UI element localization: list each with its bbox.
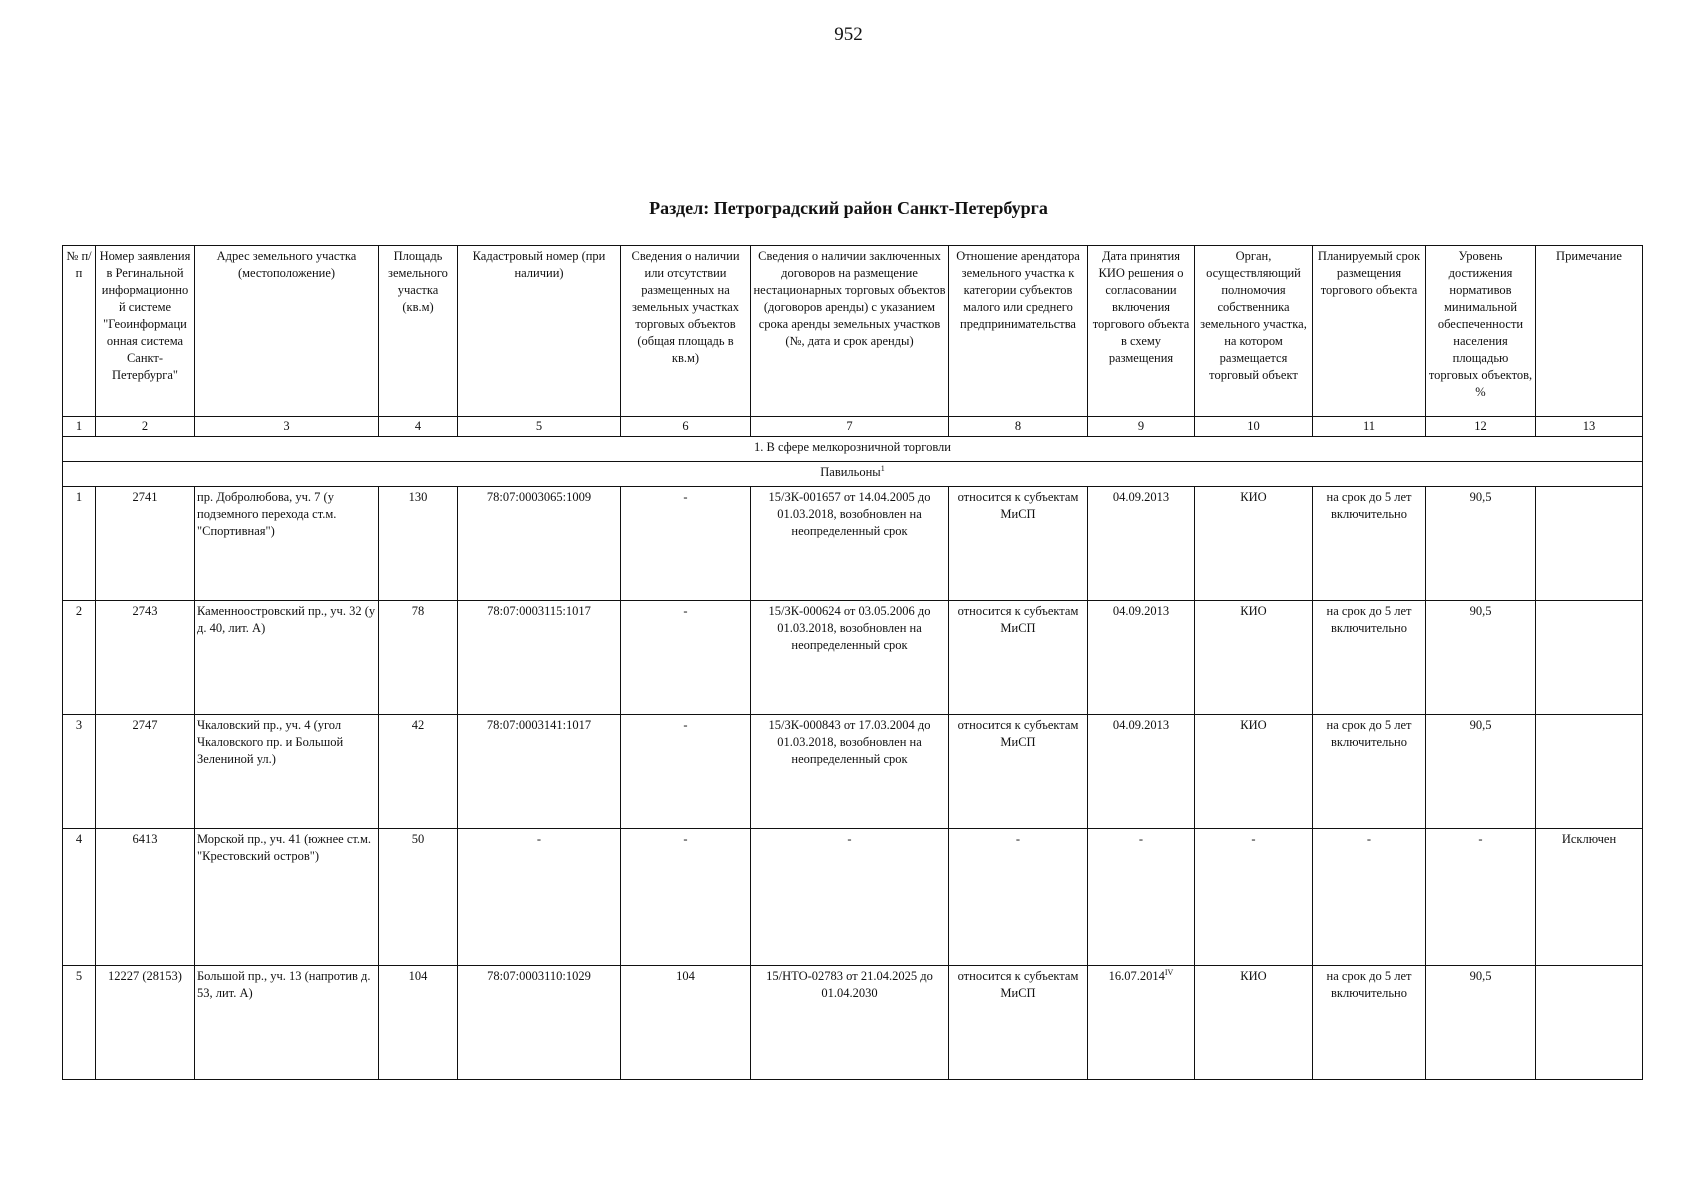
owner-organ-cell [1195, 715, 1313, 829]
contract-info-cell [751, 715, 949, 829]
area: 104 [408, 969, 428, 983]
note-cell [1536, 829, 1643, 966]
existing-objects: 104 [676, 969, 695, 983]
subgroup-title: Павильоны [820, 465, 881, 479]
owner-organ: КИО [1240, 490, 1267, 504]
header-row [63, 246, 1643, 417]
cadastral-number: 78:07:0003115:1017 [487, 604, 591, 618]
provision-level: 90,5 [1469, 718, 1492, 732]
contract-info: 15/ЗК-001657 от 14.04.2005 до 01.03.2018, возобновлен на неопределенный срок [768, 490, 931, 538]
approval-date: 16.07.2014 [1108, 969, 1165, 983]
address-cell [195, 601, 379, 715]
placement-term: на срок до 5 лет включительно [1326, 490, 1412, 521]
column-number: 5 [458, 417, 621, 437]
contract-info-cell [751, 601, 949, 715]
row-number: 3 [75, 718, 83, 732]
existing-objects: - [683, 718, 688, 732]
column-header: Кадастровый номер (при наличии) [458, 246, 621, 417]
column-header: Площадь земельного участка (кв.м) [379, 246, 458, 417]
column-header: Отношение арендатора земельного участка к категории субъектов малого или среднего предпринимательства [949, 246, 1088, 417]
provision-level-cell [1426, 966, 1536, 1080]
cadastral-number-cell [458, 829, 621, 966]
note-cell [1536, 601, 1643, 715]
registry-table [62, 245, 1643, 1080]
area: 130 [408, 490, 428, 504]
owner-organ-cell [1195, 487, 1313, 601]
address: пр. Добролюбова, уч. 7 (у подземного перехода ст.м. "Спортивная") [197, 490, 337, 538]
owner-organ-cell [1195, 601, 1313, 715]
column-header: Орган, осуществляющий полномочия собственника земельного участка, на котором размещается торговый объект [1195, 246, 1313, 417]
page-number: 952 [834, 24, 863, 45]
application-number: 6413 [132, 832, 158, 846]
column-header: Адрес земельного участка (местоположение) [195, 246, 379, 417]
cadastral-number: 78:07:0003065:1009 [486, 490, 592, 504]
column-number: 12 [1426, 417, 1536, 437]
existing-objects-cell [621, 487, 751, 601]
column-number: 4 [379, 417, 458, 437]
existing-objects: - [683, 604, 688, 618]
address: Чкаловский пр., уч. 4 (угол Чкаловского пр. и Большой Зелениной ул.) [197, 718, 344, 766]
provision-level-cell [1426, 487, 1536, 601]
application-number: 2747 [132, 718, 158, 732]
table-row [63, 715, 1643, 829]
approval-date-cell [1088, 487, 1195, 601]
column-number: 11 [1313, 417, 1426, 437]
row-number-cell [63, 487, 96, 601]
cadastral-number: - [536, 832, 542, 846]
approval-date-cell [1088, 715, 1195, 829]
application-number-cell [96, 829, 195, 966]
placement-term-cell [1313, 715, 1426, 829]
column-number: 3 [195, 417, 379, 437]
provision-level: 90,5 [1469, 969, 1492, 983]
column-number: 1 [63, 417, 96, 437]
cadastral-number-cell [458, 487, 621, 601]
group-title: 1. В сфере мелкорозничной торговли [63, 437, 1643, 462]
provision-level-cell [1426, 829, 1536, 966]
column-number: 7 [751, 417, 949, 437]
placement-term-cell [1313, 966, 1426, 1080]
column-number: 10 [1195, 417, 1313, 437]
cadastral-number: 78:07:0003110:1029 [487, 969, 591, 983]
cadastral-number-cell [458, 966, 621, 1080]
cadastral-number: 78:07:0003141:1017 [486, 718, 592, 732]
address-cell [195, 715, 379, 829]
smb-relation-cell [949, 829, 1088, 966]
smb-relation: относится к субъектам МиСП [957, 969, 1079, 1000]
application-number-cell [96, 715, 195, 829]
address: Большой пр., уч. 13 (напротив д. 53, лит. А) [197, 969, 371, 1000]
row-number: 2 [75, 604, 83, 618]
existing-objects: - [683, 490, 688, 504]
placement-term-cell [1313, 829, 1426, 966]
column-header: Сведения о наличии или отсутствии размещенных на земельных участках торговых объектов (общая площадь в кв.м) [621, 246, 751, 417]
provision-level: - [1478, 832, 1483, 846]
contract-info: 15/ЗК-000624 от 03.05.2006 до 01.03.2018, возобновлен на неопределенный срок [768, 604, 931, 652]
subgroup-row [63, 462, 1643, 487]
cadastral-number-cell [458, 601, 621, 715]
contract-info-cell [751, 829, 949, 966]
area-cell [379, 966, 458, 1080]
contract-info: 15/НТО-02783 от 21.04.2025 до 01.04.2030 [766, 969, 933, 1000]
owner-organ: - [1251, 832, 1256, 846]
column-number: 9 [1088, 417, 1195, 437]
approval-date: 04.09.2013 [1112, 490, 1170, 504]
area: 78 [411, 604, 425, 618]
smb-relation-cell [949, 487, 1088, 601]
column-number: 2 [96, 417, 195, 437]
table-row [63, 829, 1643, 966]
smb-relation: относится к субъектам МиСП [957, 490, 1079, 521]
column-number: 13 [1536, 417, 1643, 437]
provision-level-cell [1426, 715, 1536, 829]
area: 50 [411, 832, 425, 846]
application-number: 2741 [132, 490, 158, 504]
row-number-cell [63, 601, 96, 715]
row-number-cell [63, 829, 96, 966]
row-number: 5 [75, 969, 83, 983]
column-number: 8 [949, 417, 1088, 437]
address: Каменноостровский пр., уч. 32 (у д. 40, лит. А) [197, 604, 376, 635]
column-header: Планируемый срок размещения торгового объекта [1313, 246, 1426, 417]
column-header: Примечание [1536, 246, 1643, 417]
application-number: 12227 (28153) [108, 969, 182, 983]
column-header: Дата принятия КИО решения о согласовании включения торгового объекта в схему размещения [1088, 246, 1195, 417]
provision-level: 90,5 [1469, 490, 1492, 504]
application-number-cell [96, 601, 195, 715]
approval-date: 04.09.2013 [1112, 718, 1170, 732]
table-row [63, 601, 1643, 715]
owner-organ: КИО [1240, 718, 1267, 732]
area-cell [379, 829, 458, 966]
row-number: 1 [75, 490, 83, 504]
smb-relation: относится к субъектам МиСП [957, 604, 1079, 635]
approval-date-cell [1088, 966, 1195, 1080]
placement-term-cell [1313, 601, 1426, 715]
address-cell [195, 966, 379, 1080]
smb-relation: - [1015, 832, 1021, 846]
section-title: Раздел: Петроградский район Санкт-Петербурга [649, 198, 1048, 218]
owner-organ-cell [1195, 966, 1313, 1080]
note: Исключен [1561, 832, 1617, 846]
column-header: Сведения о наличии заключенных договоров на размещение нестационарных торговых объектов (договоров аренды) с указанием срока аренды земельных участков (№, дата и срок аренды) [751, 246, 949, 417]
approval-date: 04.09.2013 [1112, 604, 1170, 618]
smb-relation-cell [949, 715, 1088, 829]
contract-info: 15/ЗК-000843 от 17.03.2004 до 01.03.2018, возобновлен на неопределенный срок [768, 718, 931, 766]
owner-organ-cell [1195, 829, 1313, 966]
row-number: 4 [75, 832, 83, 846]
row-number-cell [63, 966, 96, 1080]
application-number-cell [96, 966, 195, 1080]
approval-date-cell [1088, 829, 1195, 966]
application-number: 2743 [132, 604, 158, 618]
existing-objects-cell [621, 966, 751, 1080]
area-cell [379, 715, 458, 829]
subgroup-cell [63, 462, 1643, 487]
column-number-row [63, 417, 1643, 437]
existing-objects: - [683, 832, 688, 846]
contract-info-cell [751, 487, 949, 601]
smb-relation-cell [949, 966, 1088, 1080]
date-footnote: IV [1164, 967, 1174, 977]
provision-level: 90,5 [1469, 604, 1492, 618]
address-cell [195, 487, 379, 601]
table-row [63, 966, 1643, 1080]
note-cell [1536, 487, 1643, 601]
note-cell [1536, 966, 1643, 1080]
table-row [63, 487, 1643, 601]
approval-date: - [1138, 832, 1144, 846]
approval-date-cell [1088, 601, 1195, 715]
existing-objects-cell [621, 601, 751, 715]
subgroup-footnote: 1 [880, 463, 885, 473]
placement-term: - [1366, 832, 1372, 846]
column-header: Уровень достижения нормативов минимальной обеспеченности населения площадью торговых объектов, % [1426, 246, 1536, 417]
placement-term-cell [1313, 487, 1426, 601]
smb-relation-cell [949, 601, 1088, 715]
row-number-cell [63, 715, 96, 829]
column-header: № п/п [63, 246, 96, 417]
data-rows [63, 487, 1643, 1080]
smb-relation: относится к субъектам МиСП [957, 718, 1079, 749]
column-number: 6 [621, 417, 751, 437]
cadastral-number-cell [458, 715, 621, 829]
owner-organ: КИО [1240, 604, 1267, 618]
placement-term: на срок до 5 лет включительно [1326, 604, 1412, 635]
group-row [63, 437, 1643, 462]
area-cell [379, 601, 458, 715]
placement-term: на срок до 5 лет включительно [1326, 969, 1412, 1000]
application-number-cell [96, 487, 195, 601]
area-cell [379, 487, 458, 601]
contract-info: - [847, 832, 852, 846]
address-cell [195, 829, 379, 966]
existing-objects-cell [621, 829, 751, 966]
note-cell [1536, 715, 1643, 829]
placement-term: на срок до 5 лет включительно [1326, 718, 1412, 749]
area: 42 [411, 718, 425, 732]
address: Морской пр., уч. 41 (южнее ст.м. "Крестовский остров") [197, 832, 372, 863]
provision-level-cell [1426, 601, 1536, 715]
contract-info-cell [751, 966, 949, 1080]
existing-objects-cell [621, 715, 751, 829]
owner-organ: КИО [1240, 969, 1267, 983]
column-header: Номер заявления в Регинальной информационно й системе "Геоинформаци онная система Санкт-Петербурга" [96, 246, 195, 417]
